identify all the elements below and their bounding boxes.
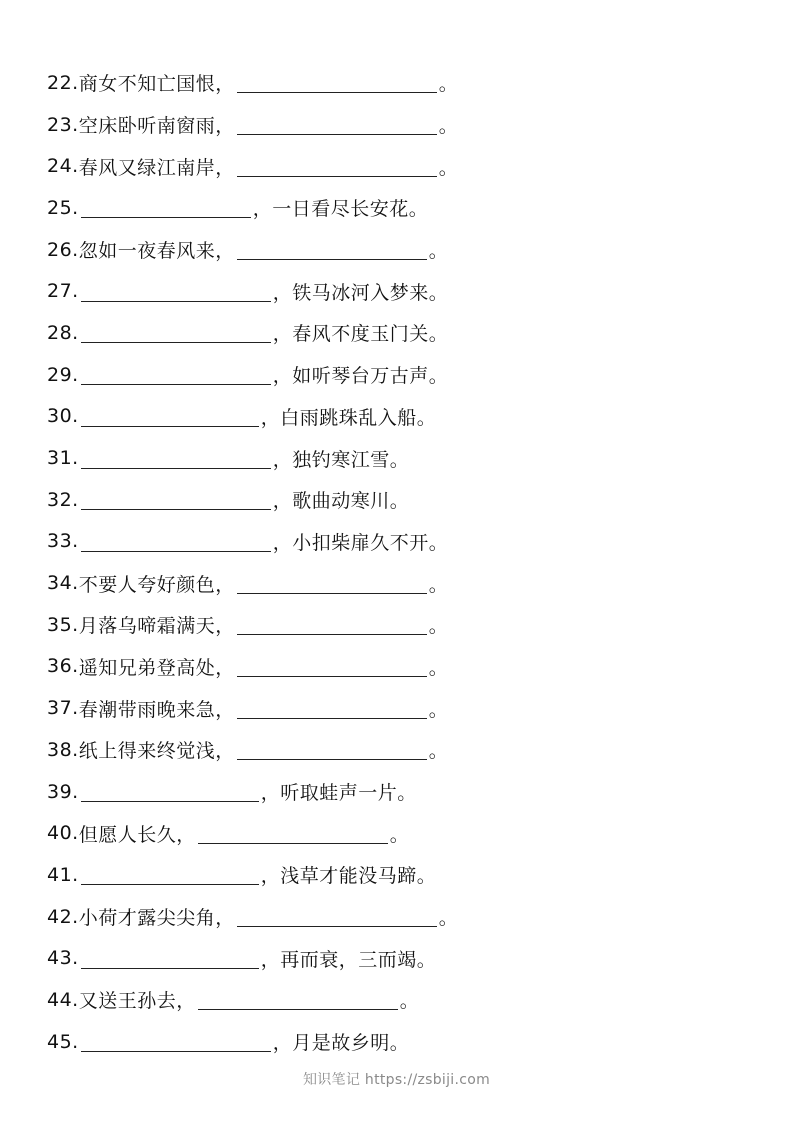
answer-blank[interactable] (237, 698, 427, 719)
item-suffix: ，春风不度玉门关。 (272, 323, 449, 346)
item-number: 45. (47, 1030, 79, 1053)
item-prompt: 商女不知亡国恨， (78, 73, 235, 96)
answer-blank[interactable] (81, 1031, 271, 1052)
item-suffix: ，铁马冰河入梦来。 (272, 281, 449, 304)
list-item (47, 479, 767, 521)
item-suffix: ，再而衰，三而竭。 (260, 948, 437, 971)
item-number: 22. (47, 71, 79, 94)
item-number: 42. (47, 905, 79, 928)
list-item (47, 521, 767, 563)
item-prompt: 忽如一夜春风来， (78, 240, 235, 263)
list-item (47, 979, 767, 1021)
question-list (47, 62, 767, 1063)
answer-blank[interactable] (81, 531, 271, 552)
item-prompt: 春潮带雨晚来急， (78, 698, 235, 721)
item-number: 32. (47, 488, 79, 511)
list-item (47, 437, 767, 479)
item-prompt: 遥知兄弟登高处， (78, 656, 235, 679)
answer-blank[interactable] (237, 656, 427, 677)
list-item (47, 687, 767, 729)
item-suffix: 。 (428, 698, 449, 721)
answer-blank[interactable] (81, 281, 271, 302)
answer-blank[interactable] (81, 406, 259, 427)
answer-blank[interactable] (237, 739, 427, 760)
item-number: 34. (47, 572, 79, 595)
item-number: 31. (47, 447, 79, 470)
item-number: 41. (47, 863, 79, 886)
answer-blank[interactable] (237, 906, 437, 927)
item-suffix: ，听取蛙声一片。 (260, 782, 417, 805)
item-number: 24. (47, 155, 79, 178)
item-number: 27. (47, 280, 79, 303)
item-suffix: ，独钓寒江雪。 (272, 448, 410, 471)
item-suffix: ，月是故乡明。 (272, 1032, 410, 1055)
item-suffix: 。 (438, 115, 459, 138)
answer-blank[interactable] (237, 72, 437, 93)
list-item (47, 104, 767, 146)
answer-blank[interactable] (81, 364, 271, 385)
list-item (47, 562, 767, 604)
list-item (47, 229, 767, 271)
item-suffix: 。 (428, 656, 449, 679)
answer-blank[interactable] (237, 156, 437, 177)
item-number: 26. (47, 238, 79, 261)
answer-blank[interactable] (237, 614, 427, 635)
answer-blank[interactable] (81, 864, 259, 885)
answer-blank[interactable] (237, 573, 427, 594)
item-prompt: 但愿人长久， (78, 823, 196, 846)
list-item (47, 729, 767, 771)
list-item (47, 937, 767, 979)
list-item (47, 1021, 767, 1063)
answer-blank[interactable] (81, 197, 251, 218)
site-watermark: 知识笔记 https://zsbiji.com (302, 1072, 491, 1088)
item-number: 44. (47, 988, 79, 1011)
item-suffix: 。 (438, 907, 459, 930)
list-item (47, 145, 767, 187)
list-item (47, 812, 767, 854)
item-suffix: ，如听琴台万古声。 (272, 365, 449, 388)
item-suffix: ，小扣柴扉久不开。 (272, 531, 449, 554)
item-prompt: 月落乌啼霜满天， (78, 615, 235, 638)
list-item (47, 270, 767, 312)
item-number: 25. (47, 196, 79, 219)
answer-blank[interactable] (81, 781, 259, 802)
item-prompt: 小荷才露尖尖角， (78, 907, 235, 930)
answer-blank[interactable] (198, 823, 388, 844)
item-suffix: 。 (438, 156, 459, 179)
item-suffix: 。 (428, 615, 449, 638)
item-number: 40. (47, 822, 79, 845)
item-prompt: 不要人夸好颜色， (78, 573, 235, 596)
answer-blank[interactable] (237, 114, 437, 135)
list-item (47, 312, 767, 354)
answer-blank[interactable] (81, 448, 271, 469)
item-suffix: ，歌曲动寒川。 (272, 490, 410, 513)
item-number: 36. (47, 655, 79, 678)
item-number: 28. (47, 321, 79, 344)
list-item (47, 187, 767, 229)
list-item (47, 771, 767, 813)
list-item (47, 896, 767, 938)
list-item (47, 62, 767, 104)
item-prompt: 又送王孙去， (78, 990, 196, 1013)
item-suffix: 。 (438, 73, 459, 96)
item-suffix: ，一日看尽长安花。 (252, 198, 429, 221)
item-suffix: 。 (428, 573, 449, 596)
item-number: 23. (47, 113, 79, 136)
item-number: 33. (47, 530, 79, 553)
item-suffix: 。 (428, 740, 449, 763)
item-number: 30. (47, 405, 79, 428)
list-item (47, 854, 767, 896)
answer-blank[interactable] (81, 322, 271, 343)
item-number: 29. (47, 363, 79, 386)
item-suffix: 。 (399, 990, 420, 1013)
item-prompt: 空床卧听南窗雨， (78, 115, 235, 138)
item-prompt: 纸上得来终觉浅， (78, 740, 235, 763)
list-item (47, 354, 767, 396)
item-number: 43. (47, 947, 79, 970)
list-item (47, 646, 767, 688)
item-suffix: 。 (389, 823, 410, 846)
answer-blank[interactable] (198, 989, 398, 1010)
item-suffix: ，白雨跳珠乱入船。 (260, 406, 437, 429)
item-number: 37. (47, 697, 79, 720)
answer-blank[interactable] (81, 948, 259, 969)
item-suffix: 。 (428, 240, 449, 263)
item-number: 39. (47, 780, 79, 803)
answer-blank[interactable] (81, 489, 271, 510)
item-number: 35. (47, 613, 79, 636)
item-number: 38. (47, 738, 79, 761)
item-prompt: 春风又绿江南岸， (78, 156, 235, 179)
list-item (47, 604, 767, 646)
list-item (47, 396, 767, 438)
answer-blank[interactable] (237, 239, 427, 260)
item-suffix: ，浅草才能没马蹄。 (260, 865, 437, 888)
